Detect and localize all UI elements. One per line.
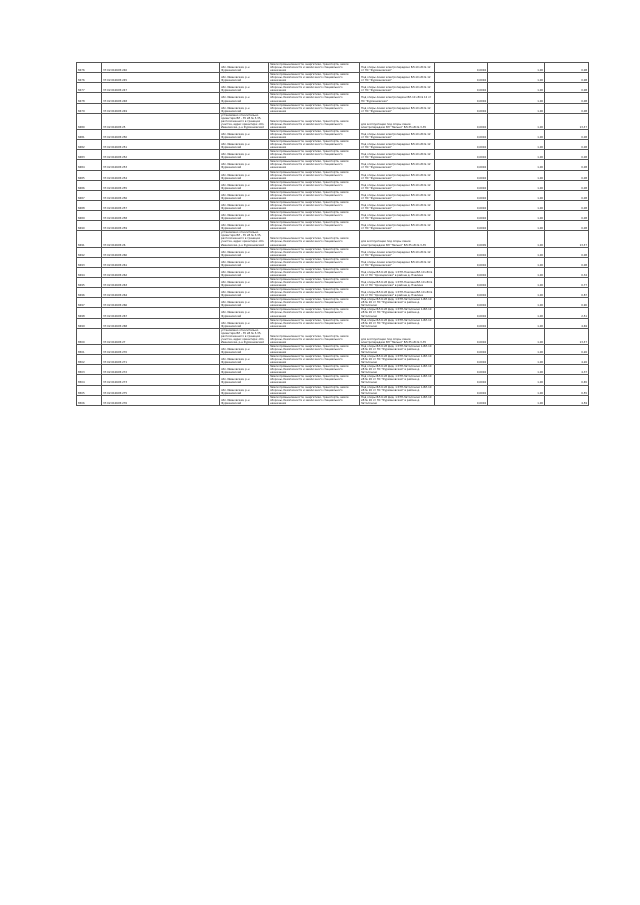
land-category-cell: Земли промышленности, энергетики, транспорта, земли обороны, безопасности и земли иного специального назначения [269,328,360,344]
permitted-use-cell: Под опоры ВЛ-6 кВ фид. 1 КТП-Затолочино 1-ВЛ-10 кВ № 26 от ПС "Фурмановская" в районе д. Затолочино [360,355,435,365]
cadastral-number: 37:02:010605:256 [102,190,220,200]
area-cell: 0,0004 [435,200,488,210]
coefficient-cell: 1,00 [488,113,545,129]
row-number: 8478 [77,93,102,103]
cadastral-number: 37:02:010605:257 [102,200,220,210]
area-cell: 0,0004 [435,140,488,150]
land-category-cell: Земли промышленности, энергетики, транспорта, земли обороны, безопасности и земли иного специального назначения [269,395,360,405]
cadastral-number: 37:02:010605:263 [102,278,220,288]
cadastral-number: 37:02:010605:267 [102,308,220,318]
value-cell: 13,37 [545,113,589,129]
row-number: 8502 [77,355,102,365]
table-row [77,375,589,385]
location-cell: обл. Ивановская, р-н Фурмановский [220,288,269,298]
permitted-use-cell: Под опоры линии электропередачи ВЛ-10 кВ № 12 от ПС "Фурмановская" [360,83,435,93]
table-row [77,298,589,308]
row-number: 8487 [77,190,102,200]
location-cell: обл. Ивановская, р-н Фурмановский [220,103,269,113]
cadastral-number: 37:02:010605:270 [102,344,220,354]
coefficient-cell: 1,00 [488,160,545,170]
location-cell: обл. Ивановская, р-н Фурмановский [220,318,269,328]
land-category-cell: Земли промышленности, энергетики, транспорта, земли обороны, безопасности и земли иного специального назначения [269,113,360,129]
table-row [77,267,589,277]
permitted-use-cell: Под опоры линии электропередачи ВЛ-10 кВ № 12 от ПС "Фурмановская" [360,63,435,73]
permitted-use-cell: Под опоры ВЛ-6 кВ фид. 1 КТП-Пчелина ВЛ-10 кВ № 01 от ПС "Хромцовская" в районе д. Пчелина [360,288,435,298]
coefficient-cell: 1,00 [488,150,545,160]
permitted-use-cell: Под опоры ВЛ-6 кВ фид. 1 КТП-Затолочино 1-ВЛ-10 кВ № 26 от ПС "Фурмановская" в районе д. Затолочино [360,344,435,354]
permitted-use-cell: Под опоры ВЛ-6 кВ фид. 1 КТП-Затолочино 1-ВЛ-10 кВ № 26 от ПС "Фурмановская" в районе д. Затолочино [360,395,435,405]
coefficient-cell: 1,00 [488,288,545,298]
permitted-use-cell: Под опоры линии электропедачи ВЛ-10 кВ № 12 от ПС "Фурмановская" [360,93,435,103]
row-number: 8485 [77,170,102,180]
value-cell: 0,26 [545,344,589,354]
permitted-use-cell: Под опоры ВЛ-6 кВ фид. 1 КТП-Пчелина ВЛ-10 кВ № 01 от ПС "Хромцовская" в районе д. Пчелина [360,278,435,288]
location-cell: обл. Ивановская, р-н Фурмановский [220,211,269,221]
area-cell: 0,0004 [435,113,488,129]
land-category-cell: Земли промышленности, энергетики, транспорта, земли обороны, безопасности и земли иного специального назначения [269,73,360,83]
row-number: 8494 [77,267,102,277]
land-category-cell: Земли промышленности, энергетики, транспорта, земли обороны, безопасности и земли иного специального назначения [269,288,360,298]
area-cell: 0,0004 [435,385,488,395]
coefficient-cell: 1,00 [488,257,545,267]
area-cell: 0,0004 [435,288,488,298]
table-row [77,150,589,160]
area-cell: 0,0004 [435,395,488,405]
value-cell: 0,65 [545,375,589,385]
area-cell: 0,0004 [435,344,488,354]
row-number: 8504 [77,375,102,385]
area-cell: 0,0004 [435,180,488,190]
table-row [77,365,589,375]
cadastral-number: 37:02:010605:252 [102,150,220,160]
area-cell: 0,0004 [435,73,488,83]
permitted-use-cell: Под опоры линии электропередачи ВЛ-10 кВ № 12 от ПС "Фурмановская" [360,190,435,200]
row-number: 8492 [77,247,102,257]
area-cell: 0,0004 [435,318,488,328]
coefficient-cell: 1,00 [488,375,545,385]
land-category-cell: Земли промышленности, энергетики, транспорта, земли обороны, безопасности и земли иного специального назначения [269,129,360,139]
area-cell: 0,0004 [435,83,488,93]
location-cell: обл. Ивановская, р-н Фурмановский [220,257,269,267]
cadastral-number: 37:02:010605:259 [102,221,220,231]
value-cell: 0,08 [545,83,589,93]
location-cell: обл. Ивановская, р-н Фурмановский [220,355,269,365]
row-number: 8484 [77,160,102,170]
row-number: 8501 [77,344,102,354]
value-cell: 0,55 [545,385,589,395]
land-category-cell: Земли промышленности, энергетики, транспорта, земли обороны, безопасности и земли иного специального назначения [269,63,360,73]
cadastral-number: 37:02:010605:245 [102,73,220,83]
area-cell: 0,0004 [435,267,488,277]
row-number: 8490 [77,221,102,231]
permitted-use-cell: Под опоры ВЛ-6 кВ фид. 1 КТП-Пчелина ВЛ-10 кВ № 01 от ПС "Хромцовская" в районе д. Пчелина [360,267,435,277]
land-category-cell: Земли промышленности, энергетики, транспорта, земли обороны, безопасности и земли иного специального назначения [269,385,360,395]
location-cell: обл. Ивановская, р-н Фурмановский [220,267,269,277]
cadastral-number: 37:02:010605:261 [102,257,220,267]
location-cell: обл. Ивановская, р-н Фурмановский [220,344,269,354]
area-cell: 0,0004 [435,257,488,267]
coefficient-cell: 1,00 [488,231,545,247]
permitted-use-cell: Под опоры ВЛ-6 кВ фид. 1 КТП-Затолочино 1-ВЛ-10 кВ № 26 от ПС "Фурмановская" в районе д. Затолочино [360,375,435,385]
value-cell: 4,69 [545,318,589,328]
area-cell: 0,0009 [435,231,488,247]
table-row [77,93,589,103]
coefficient-cell: 1,00 [488,318,545,328]
cadastral-number: 37:02:010605:254 [102,170,220,180]
table-row [77,231,589,247]
cadastral-number: 37:02:010605:271 [102,355,220,365]
coefficient-cell: 1,00 [488,385,545,395]
value-cell: 0,08 [545,257,589,267]
cadastral-number: 37:02:010605:268 [102,318,220,328]
table-row [77,385,589,395]
area-cell: 0,0004 [435,103,488,113]
area-cell: 0,0004 [435,63,488,73]
table-row [77,73,589,83]
area-cell: 0,0004 [435,328,488,344]
value-cell: 0,08 [545,160,589,170]
value-cell: 0,90 [545,298,589,308]
permitted-use-cell: Под опоры линии электропередачи ВЛ-10 кВ № 12 от ПС "Фурмановская" [360,211,435,221]
row-number: 8497 [77,298,102,308]
coefficient-cell: 1,00 [488,355,545,365]
table-row [77,257,589,267]
value-cell: 0,08 [545,73,589,83]
land-category-cell: Земли промышленности, энергетики, транспорта, земли обороны, безопасности и земли иного специального назначения [269,375,360,385]
table-row [77,247,589,257]
coefficient-cell: 1,00 [488,328,545,344]
value-cell: 0,34 [545,267,589,277]
land-category-cell: Земли промышленности, энергетики, транспорта, земли обороны, безопасности и земли иного специального назначения [269,308,360,318]
value-cell: 13,37 [545,231,589,247]
permitted-use-cell: Под опоры линии электропередачи ВЛ-10 кВ № 12 от ПС "Фурмановская" [360,247,435,257]
table-row [77,140,589,150]
cadastral-number: 37:02:010605:250 [102,129,220,139]
location-cell: обл. Ивановская, р-н Фурмановский [220,308,269,318]
location-cell: обл. Ивановская, р-н Фурмановский [220,190,269,200]
area-cell: 0,0004 [435,308,488,318]
land-category-cell: Земли промышленности, энергетики, транспорта, земли обороны, безопасности и земли иного специального назначения [269,83,360,93]
permitted-use-cell: Под опоры линии электропередачи ВЛ-10 кВ № 12 от ПС "Фурмановская" [360,73,435,83]
land-category-cell: Земли промышленности, энергетики, транспорта, земли обороны, безопасности и земли иного специального назначения [269,257,360,267]
coefficient-cell: 1,00 [488,298,545,308]
coefficient-cell: 1,00 [488,180,545,190]
value-cell: 0,08 [545,63,589,73]
row-number: 8491 [77,231,102,247]
value-cell: 0,08 [545,140,589,150]
land-category-cell: Земли промышленности, энергетики, транспорта, земли обороны, безопасности и земли иного специального назначения [269,231,360,247]
cadastral-number: 37:02:010605:25 [102,113,220,129]
table-row [77,83,589,93]
location-cell: обл. Ивановская, р-н Фурмановский [220,170,269,180]
location-cell: установлено относительно ориентира ВЛ - 35 кВ № 3-35, расположенного в границах участка, адрес ориентира: обл. Ивановская, р-н Фурмановский [220,113,269,129]
cadastral-number: 37:02:010605:275 [102,385,220,395]
coefficient-cell: 1,00 [488,140,545,150]
cadastral-number: 37:02:010605:251 [102,140,220,150]
table-row [77,190,589,200]
row-number: 8477 [77,83,102,93]
location-cell: обл. Ивановская, р-н Фурмановский [220,73,269,83]
value-cell: 0,08 [545,190,589,200]
table-row [77,278,589,288]
value-cell: 0,08 [545,211,589,221]
table-row [77,318,589,328]
value-cell: 0,08 [545,180,589,190]
coefficient-cell: 1,00 [488,63,545,73]
permitted-use-cell: Под опоры ВЛ-6 кВ фид. 1 КТП-Затолочино 1-ВЛ-10 кВ № 26 от ПС "Фурмановская" в районе д. Затолочино [360,365,435,375]
land-category-cell: Земли промышленности, энергетики, транспорта, земли обороны, безопасности и земли иного специального назначения [269,93,360,103]
area-cell: 0,0004 [435,221,488,231]
location-cell: обл. Ивановская, р-н Фурмановский [220,278,269,288]
location-cell: обл. Ивановская, р-н Фурмановский [220,180,269,190]
land-category-cell: Земли промышленности, энергетики, транспорта, земли обороны, безопасности и земли иного специального назначения [269,211,360,221]
land-category-cell: Земли промышленности, энергетики, транспорта, земли обороны, безопасности и земли иного специального назначения [269,365,360,375]
area-cell: 0,0004 [435,375,488,385]
location-cell: обл. Ивановская, р-н Фурмановский [220,83,269,93]
register-page [76,62,587,406]
land-category-cell: Земли промышленности, энергетики, транспорта, земли обороны, безопасности и земли иного специального назначения [269,247,360,257]
coefficient-cell: 1,00 [488,129,545,139]
table-row [77,160,589,170]
coefficient-cell: 1,00 [488,395,545,405]
value-cell: 4,26 [545,355,589,365]
area-cell: 0,0004 [435,190,488,200]
land-category-cell: Земли промышленности, энергетики, транспорта, земли обороны, безопасности и земли иного специального назначения [269,170,360,180]
location-cell: обл. Ивановская, р-н Фурмановский [220,247,269,257]
coefficient-cell: 1,00 [488,83,545,93]
land-category-cell: Земли промышленности, энергетики, транспорта, земли обороны, безопасности и земли иного специального назначения [269,190,360,200]
table-row [77,129,589,139]
value-cell: 4,59 [545,395,589,405]
table-row [77,221,589,231]
location-cell: обл. Ивановская, р-н Фурмановский [220,129,269,139]
location-cell: установлено относительно ориентира ВЛ - 35 кВ № 3-35, расположенного в границах участка, адрес ориентира: обл. Ивановская, р-н Фурмановский [220,231,269,247]
row-number: 8480 [77,113,102,129]
value-cell: 4,37 [545,365,589,375]
area-cell: 0,0004 [435,211,488,221]
permitted-use-cell: Под опоры линии электропередачи ВЛ-10 кВ № 12 от ПС "Фурмановская" [360,129,435,139]
value-cell: 0,87 [545,288,589,298]
value-cell: 0,08 [545,170,589,180]
row-number: 8486 [77,180,102,190]
area-cell: 0,0004 [435,298,488,308]
area-cell: 0,0004 [435,160,488,170]
area-cell: 0,0004 [435,365,488,375]
permitted-use-cell: Под опоры линии электропередачи ВЛ-10 кВ № 12 от ПС "Фурмановская" [360,160,435,170]
cadastral-number: 37:02:010605:247 [102,83,220,93]
cadastral-number: 37:02:010605:260 [102,247,220,257]
coefficient-cell: 1,00 [488,170,545,180]
permitted-use-cell: Под опоры линии электропередачи ВЛ-10 кВ № 12 от ПС "Фурмановская" [360,170,435,180]
land-category-cell: Земли промышленности, энергетики, транспорта, земли обороны, безопасности и земли иного специального назначения [269,103,360,113]
table-row [77,63,589,73]
cadastral-number: 37:02:010605:27 [102,328,220,344]
coefficient-cell: 1,00 [488,221,545,231]
row-number: 8476 [77,63,102,73]
cadastral-number: 37:02:010605:253 [102,160,220,170]
location-cell: обл. Ивановская, р-н Фурмановский [220,93,269,103]
location-cell: обл. Ивановская, р-н Фурмановский [220,221,269,231]
coefficient-cell: 1,00 [488,344,545,354]
row-number: 8489 [77,211,102,221]
cadastral-number: 37:02:010605:273 [102,375,220,385]
land-category-cell: Земли промышленности, энергетики, транспорта, земли обороны, безопасности и земли иного специального назначения [269,140,360,150]
row-number: 8479 [77,103,102,113]
table-row [77,211,589,221]
area-cell: 0,0004 [435,278,488,288]
row-number: 8499 [77,318,102,328]
land-category-cell: Земли промышленности, энергетики, транспорта, земли обороны, безопасности и земли иного специального назначения [269,298,360,308]
location-cell: обл. Ивановская, р-н Фурмановский [220,150,269,160]
location-cell: обл. Ивановская, р-н Фурмановский [220,160,269,170]
permitted-use-cell: для эксплуатации под опоры линии электропередачи ВЛ "Пельня" ВЛ-35 кВ № 3-35 [360,113,435,129]
cadastral-number: 37:02:010605:26 [102,231,220,247]
location-cell: обл. Ивановская, р-н Фурмановский [220,140,269,150]
permitted-use-cell: Под опоры линии электропередачи ВЛ-10 кВ № 12 от ПС "Фурмановская" [360,150,435,160]
cadastral-number: 37:02:010605:240 [102,63,220,73]
row-number: 8506 [77,395,102,405]
land-category-cell: Земли промышленности, энергетики, транспорта, земли обороны, безопасности и земли иного специального назначения [269,278,360,288]
area-cell: 0,0004 [435,355,488,365]
value-cell: 0,08 [545,221,589,231]
location-cell: обл. Ивановская, р-н Фурмановский [220,200,269,210]
permitted-use-cell: Под опоры ВЛ-6 кВ фид. 1 КТП-Затолочино 1-ВЛ-10 кВ № 26 от ПС "Фурмановская" в районе д. Затолочино [360,318,435,328]
cadastral-number: 37:02:010605:248 [102,93,220,103]
value-cell: 0,08 [545,150,589,160]
value-cell: 13,37 [545,328,589,344]
cadastral-number: 37:02:010605:266 [102,298,220,308]
row-number: 8476 [77,73,102,83]
permitted-use-cell: Под опоры линии электропередачи ВЛ-10 кВ № 12 от ПС "Фурмановская" [360,180,435,190]
coefficient-cell: 1,00 [488,365,545,375]
land-category-cell: Земли промышленности, энергетики, транспорта, земли обороны, безопасности и земли иного специального назначения [269,200,360,210]
row-number: 8488 [77,200,102,210]
permitted-use-cell: Под опоры линии электропередачи ВЛ-10 кВ № 12 от ПС "Фурмановская" [360,200,435,210]
coefficient-cell: 1,00 [488,278,545,288]
row-number: 8493 [77,257,102,267]
table-row [77,328,589,344]
row-number: 8503 [77,365,102,375]
coefficient-cell: 1,00 [488,103,545,113]
row-number: 8495 [77,278,102,288]
land-category-cell: Земли промышленности, энергетики, транспорта, земли обороны, безопасности и земли иного специального назначения [269,160,360,170]
cadastral-number: 37:02:010605:262 [102,267,220,277]
cadastral-number: 37:02:010605:258 [102,211,220,221]
row-number: 8482 [77,140,102,150]
row-number: 8505 [77,385,102,395]
permitted-use-cell: Под опоры линии электропередачи ВЛ-10 кВ № 12 от ПС "Фурмановская" [360,103,435,113]
coefficient-cell: 1,00 [488,247,545,257]
land-category-cell: Земли промышленности, энергетики, транспорта, земли обороны, безопасности и земли иного специального назначения [269,267,360,277]
location-cell: обл. Ивановская, р-н Фурмановский [220,365,269,375]
table-row [77,180,589,190]
value-cell: 0,08 [545,93,589,103]
land-category-cell: Земли промышленности, энергетики, транспорта, земли обороны, безопасности и земли иного специального назначения [269,344,360,354]
coefficient-cell: 1,00 [488,308,545,318]
land-category-cell: Земли промышленности, энергетики, транспорта, земли обороны, безопасности и земли иного специального назначения [269,318,360,328]
table-row [77,355,589,365]
area-cell: 0,0004 [435,150,488,160]
table-row [77,200,589,210]
table-row [77,308,589,318]
value-cell: 0,77 [545,278,589,288]
location-cell: обл. Ивановская, р-н Фурмановский [220,63,269,73]
table-row [77,170,589,180]
coefficient-cell: 1,00 [488,93,545,103]
area-cell: 0,0004 [435,170,488,180]
permitted-use-cell: Под опоры ВЛ-6 кВ фид. 1 КТП-Затолочино 1-ВЛ-10 кВ № 26 от ПС "Фурмановская" в районе д. Затолочино [360,298,435,308]
table-row [77,103,589,113]
land-category-cell: Земли промышленности, энергетики, транспорта, земли обороны, безопасности и земли иного специального назначения [269,180,360,190]
cadastral-number: 37:02:010605:255 [102,180,220,190]
row-number: 8481 [77,129,102,139]
land-category-cell: Земли промышленности, энергетики, транспорта, земли обороны, безопасности и земли иного специального назначения [269,221,360,231]
permitted-use-cell: Под опоры ВЛ-6 кВ фид. 1 КТП-Затолочино 1-ВЛ-10 кВ № 26 от ПС "Фурмановская" в районе д. Затолочино [360,308,435,318]
location-cell: установлено относительно ориентира ВЛ - 35 кВ № 3-35, расположенного в границах участка, адрес ориентира: обл. Ивановская, р-н Фурмановский [220,328,269,344]
cadastral-number: 37:02:010605:249 [102,103,220,113]
location-cell: обл. Ивановская, р-н Фурмановский [220,385,269,395]
coefficient-cell: 1,00 [488,200,545,210]
coefficient-cell: 1,00 [488,73,545,83]
value-cell: 0,08 [545,129,589,139]
cadastral-number: 37:02:010605:276 [102,395,220,405]
area-cell: 0,0004 [435,247,488,257]
cadastral-number: 37:02:010605:264 [102,288,220,298]
permitted-use-cell: Под опоры ВЛ-6 кВ фид. 1 КТП-Затолочино 1-ВЛ-10 кВ № 26 от ПС "Фурмановская" в районе д. Затолочино [360,385,435,395]
permitted-use-cell: Под опоры линии электропередачи ВЛ-10 кВ № 12 от ПС "Фурмановская" [360,221,435,231]
permitted-use-cell: для эксплуатации под опоры линии электропередачи ВЛ "Пельня" ВЛ-35 кВ № 3-35 [360,328,435,344]
land-category-cell: Земли промышленности, энергетики, транспорта, земли обороны, безопасности и земли иного специального назначения [269,355,360,365]
value-cell: 0,08 [545,103,589,113]
value-cell: 0,08 [545,200,589,210]
coefficient-cell: 1,00 [488,190,545,200]
land-register-table [76,62,589,406]
table-row [77,113,589,129]
permitted-use-cell: для эксплуатации под опоры линии электропередачи ВЛ "Пельня" ВЛ-35 кВ № 3-35 [360,231,435,247]
location-cell: обл. Ивановская, р-н Фурмановский [220,375,269,385]
row-number: 8500 [77,328,102,344]
coefficient-cell: 1,00 [488,211,545,221]
land-category-cell: Земли промышленности, энергетики, транспорта, земли обороны, безопасности и земли иного специального назначения [269,150,360,160]
coefficient-cell: 1,00 [488,267,545,277]
permitted-use-cell: Под опоры линии электропередачи ВЛ-10 кВ № 12 от ПС "Фурмановская" [360,257,435,267]
area-cell: 0,0004 [435,129,488,139]
cadastral-number: 37:02:010605:272 [102,365,220,375]
area-cell: 0,0004 [435,93,488,103]
table-row [77,288,589,298]
row-number: 8496 [77,288,102,298]
value-cell: 0,08 [545,247,589,257]
table-row [77,344,589,354]
location-cell: обл. Ивановская, р-н Фурмановский [220,395,269,405]
row-number: 8483 [77,150,102,160]
value-cell: 2,51 [545,308,589,318]
row-number: 8498 [77,308,102,318]
permitted-use-cell: Под опоры линии электропередачи ВЛ-10 кВ № 12 от ПС "Фурмановская" [360,140,435,150]
table-row [77,395,589,405]
location-cell: обл. Ивановская, р-н Фурмановский [220,298,269,308]
